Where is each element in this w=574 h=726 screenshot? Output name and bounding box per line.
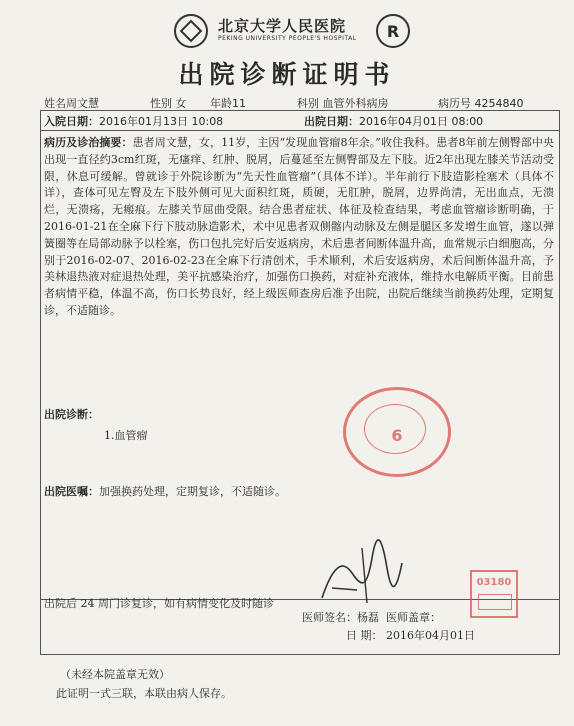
advice-label: 出院医嘱： [44, 485, 99, 498]
discharge-label: 出院日期： [304, 115, 359, 128]
doctor-seal-stamp [470, 570, 518, 618]
record-value: 4254840 [474, 97, 524, 110]
doctor-seal-box [478, 594, 512, 610]
document-title: 出院诊断证明书 [178, 60, 396, 89]
doctor-name: 杨磊 [357, 611, 379, 624]
dept-label: 科别 [297, 97, 319, 110]
history-text: 患者周文慧，女，11岁，主因“发现血管瘤8年余。”收住我科。患者8年前左侧臀部中央出现一直径约3cm红斑，无瘙痒、红肿、脱屑，后蔓延至左侧臀部及左下肢。近2年出现左膝关节活动受限，休息可缓解。曾就诊于外院诊断为“先天性血管瘤”（具体不详）。半年前行下肢造影栓塞术（具体不详），查体可见左臀及左下肢外侧可见大面积红斑，质硬，无肛肿，脱屑，边界尚清，无出血点，无溃烂，无溃疡，无瘢痕。左膝关节屈曲受限。结合患者症状、体征及检查结果，考虑血管瘤诊断明确，于2016-01-21在全麻下行下肢动脉造影术，术中见患者双侧髂内动脉及左侧是腿区多发增生血管，遂以弹簧圈等在局部动脉予以栓塞，伤口包扎完好后安返病房，术后患者间断体温升高，血常规示白细胞高，分别于2016-02-07、2016-02-23在全麻下行清创术，手术顺利，术后安返病房，术后间断体温升高，予美林退热液对症退热处理，美平抗感染治疗，加强伤口换药，对症补充液体，维持水电解质平衡。目前患者病情平稳，体温不高，伤口长势良好，经上级医师查房后准予出院，出院后继续当前换药处理，定期复诊，不适随诊。 [44, 136, 554, 317]
patient-info [0, 93, 574, 111]
name-label: 姓名 [44, 97, 66, 110]
doctor-seal-number: 03180 [476, 577, 512, 588]
doctor-sig-label: 医师签名： [302, 611, 357, 624]
copies-note: 此证明一式三联，本联由病人保存。 [56, 687, 232, 700]
dept-value: 血管外科病房 [322, 97, 389, 110]
admission-label: 入院日期： [44, 115, 99, 128]
date-value: 2016年04月01日 [386, 629, 475, 642]
hospital-emblem-icon: R [376, 14, 410, 48]
seal-number: 6 [391, 426, 403, 445]
seal-validity-note: （未经本院盖章无效） [60, 668, 170, 681]
name-field [44, 95, 99, 111]
dept-field [297, 95, 389, 111]
hospital-name-cn: 北京大学人民医院 [218, 17, 347, 35]
hospital-header [168, 12, 418, 50]
signature-line [302, 609, 441, 625]
followup-note: 出院后 24 周门诊复诊，如有病情变化及时随诊 [44, 597, 274, 610]
date-line [346, 627, 475, 643]
age-field [210, 95, 246, 111]
date-label: 日 期： [346, 629, 383, 642]
history-summary [44, 135, 554, 320]
history-label: 病历及诊治摘要： [44, 136, 133, 149]
hospital-seal-stamp [343, 387, 451, 477]
name-value: 周文慧 [66, 97, 99, 110]
sex-field [150, 95, 187, 111]
discharge-advice [44, 483, 286, 499]
record-field [438, 95, 524, 111]
diagnosis-label: 出院诊断： [44, 408, 99, 421]
hospital-name-en: PEKING UNIVERSITY PEOPLE'S HOSPITAL [218, 35, 357, 42]
sex-value: 女 [175, 97, 187, 110]
discharge-date [304, 113, 483, 129]
age-label: 年龄 [210, 97, 232, 110]
advice-text: 加强换药处理，定期复诊，不适随诊。 [99, 485, 286, 498]
record-label: 病历号 [438, 97, 471, 110]
discharge-value: 2016年04月01日 08:00 [359, 115, 484, 128]
admission-value: 2016年01月13日 10:08 [99, 115, 224, 128]
sex-label: 性别 [150, 97, 172, 110]
diagnosis-item: 1.血管瘤 [104, 429, 148, 442]
admission-date [44, 113, 223, 129]
hospital-logo-icon [174, 14, 208, 48]
doctor-seal-label: 医师盖章： [386, 611, 441, 624]
age-value: 11 [232, 97, 246, 110]
handwritten-signature [312, 528, 412, 618]
divider [41, 130, 559, 131]
